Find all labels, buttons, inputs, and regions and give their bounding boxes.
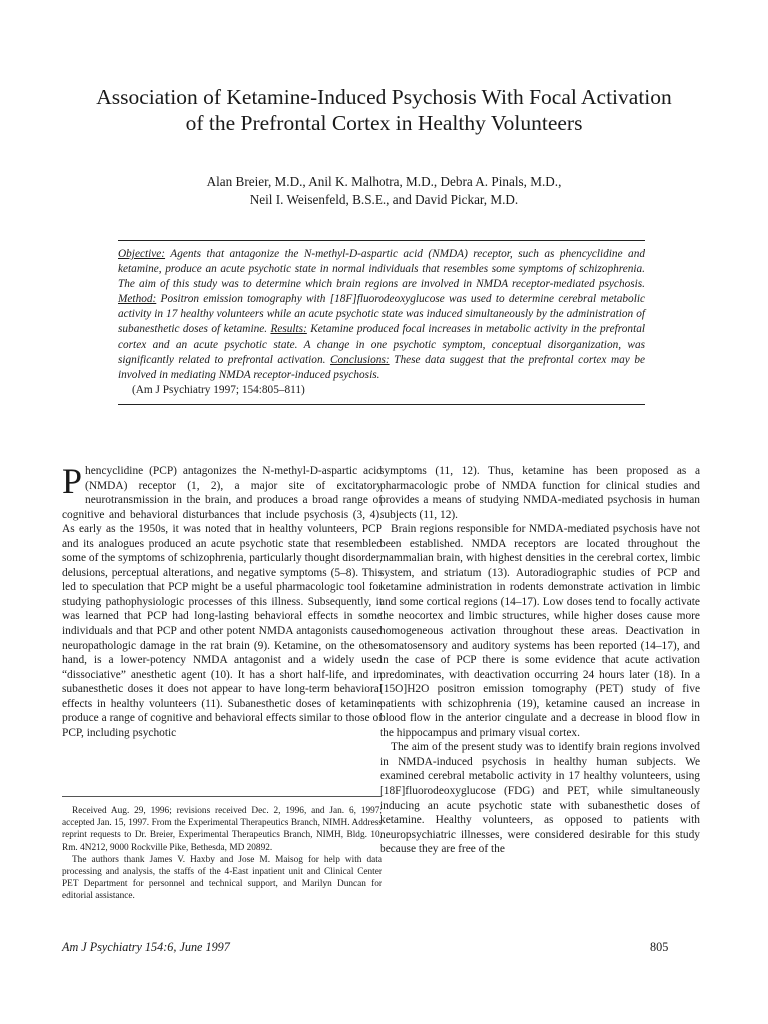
footer-page-number: 805 bbox=[650, 940, 669, 954]
abstract-objective-label: Objective: bbox=[118, 248, 166, 260]
abstract-results-label: Results: bbox=[270, 323, 307, 336]
abstract bbox=[118, 240, 645, 405]
footnote-acknowledgments: The authors thank James V. Haxby and Jose M. Maisog for help with data processing and analysis, the staffs of the 4-East inpatient unit and Clinical Center PET Department for personnel and technical support, and Marilyn Duncan for editorial assistance. bbox=[62, 854, 382, 902]
abstract-results-text: Ketamine produced focal increases in metabolic activity in the prefrontal cortex and an acute psychotic state. A change in one psychotic symptom, conceptual disorganization, was significantly related to prefrontal activation. bbox=[118, 323, 645, 366]
authors-line-1: Alan Breier, M.D., Anil K. Malhotra, M.D., Debra A. Pinals, M.D., bbox=[206, 174, 562, 189]
abstract-method-text: Positron emission tomography with [18F]fluorodeoxyglucose was used to determine cerebral metabolic activity in 17 healthy volunteers while an acute psychotic state was induced simultaneously by the administration of subanesthetic doses of ketamine. bbox=[118, 293, 645, 336]
footnote-received: Received Aug. 29, 1996; revisions received Dec. 2, 1996, and Jan. 6, 1997; accepted Jan. 15, 1997. From the Experimental Therapeutics Branch, NIMH. Address reprint requests to Dr. Breier, Experimental Therapeutics Branch, NIMH, Bldg. 10, Rm. 4N212, 9000 Rockville Pike, Bethesda, MD 20892. bbox=[62, 806, 382, 853]
abstract-conclusions-text: These data suggest that the prefrontal cortex may be involved in mediating NMDA receptor-induced psychosis. bbox=[118, 353, 645, 381]
intro-paragraph-3: The aim of the present study was to identify brain regions involved in NMDA-induced psychosis in healthy human subjects. We examined cerebral metabolic activity in 17 healthy volunteers, using [18F]fluorodeoxyglucose (FDG) and PET, while simultaneously inducing an acute psychotic state with subanesthetic doses of ketamine. Healthy volunteers, as opposed to patients with neuropsychiatric illnesses, were considered desirable for this study because they are free of the bbox=[380, 741, 700, 856]
intro-paragraph-1-text: hencyclidine (PCP) antagonizes the N-methyl-D-aspartic acid (NMDA) receptor (1, 2), a major site of excitatory neurotransmission in the brain, and produces a broad range of cognitive and behavioral disturbances that include psychosis (3, 4). As early as the 1950s, it was noted that in healthy volunteers, PCP and its analogues produced an acute psychotic state that resembled some of the symptoms of schizophrenia, particularly thought disorder, delusions, perceptual alterations, and negative symptoms (5–8). This led to speculation that PCP might be a useful pharmacologic tool for studying pathophysiologic processes of this illness. Subsequently, it was learned that PCP had long-lasting behavioral effects in some individuals and that PCP and other potent NMDA antagonists caused neuropathologic damage in the rat brain (9). Ketamine, on the other hand, is a lower-potency NMDA antagonist and a widely used “dissociative” anesthetic agent (10). It has a short half-life, and in subanesthetic doses it does not appear to have long-term behavioral effects in healthy volunteers (11). Subanesthetic doses of ketamine produce a range of cognitive and behavioral effects similar to those of PCP, including psychotic bbox=[62, 465, 382, 739]
title-line-2: of the Prefrontal Cortex in Healthy Volunteers bbox=[185, 111, 583, 135]
intro-paragraph-1 bbox=[62, 461, 382, 740]
body-column-right bbox=[380, 464, 700, 857]
abstract-method-label: Method: bbox=[118, 293, 157, 306]
author-list bbox=[40, 173, 728, 209]
article-title bbox=[40, 84, 728, 136]
abstract-objective-text: Agents that antagonize the N-methyl-D-aspartic acid (NMDA) receptor, such as phencyclidine and ketamine, produce an acute psychotic state in normal individuals that resembles some symptoms of schizophrenia. The aim of this study was to determine which brain regions are involved in NMDA receptor-mediated psychosis. bbox=[118, 248, 645, 291]
authors-line-2: Neil I. Weisenfeld, B.S.E., and David Pickar, M.D. bbox=[249, 192, 519, 207]
body-column-left bbox=[62, 461, 382, 740]
drop-cap: P bbox=[62, 461, 83, 501]
abstract-citation: (Am J Psychiatry 1997; 154:805–811) bbox=[132, 383, 305, 396]
footer-journal: Am J Psychiatry 154:6, June 1997 bbox=[62, 940, 230, 954]
intro-paragraph-2: Brain regions responsible for NMDA-mediated psychosis have not been established. NMDA receptors are located throughout the mammalian brain, with highest densities in the cerebral cortex, limbic system, and striatum (13). Autoradiographic studies of PCP and ketamine administration in rodents demonstrate activation in limbic and some cortical regions (14–17). Low doses tend to focally activate the neocortex and limbic structures, while higher doses cause more homogeneous activation throughout these areas. Deactivation in somatosensory and auditory systems has been reported (14–17), and in the case of PCP there is some evidence that acute activation predominates, with deactivation occurring 24 hours later (18). In a [15O]H2O positron emission tomography (PET) study of five patients with schizophrenia (19), ketamine caused an increase in blood flow in the anterior cingulate and a decrease in blood flow in the hippocampus and primary visual cortex. bbox=[380, 523, 700, 739]
footnotes bbox=[62, 796, 382, 903]
intro-paragraph-1-continued: symptoms (11, 12). Thus, ketamine has been proposed as a pharmacologic probe of NMDA function for clinical studies and provides a means of studying NMDA-mediated psychosis in human subjects (11, 12). bbox=[380, 465, 700, 521]
title-line-1: Association of Ketamine-Induced Psychosis With Focal Activation bbox=[96, 85, 672, 109]
abstract-conclusions-label: Conclusions: bbox=[329, 353, 390, 366]
